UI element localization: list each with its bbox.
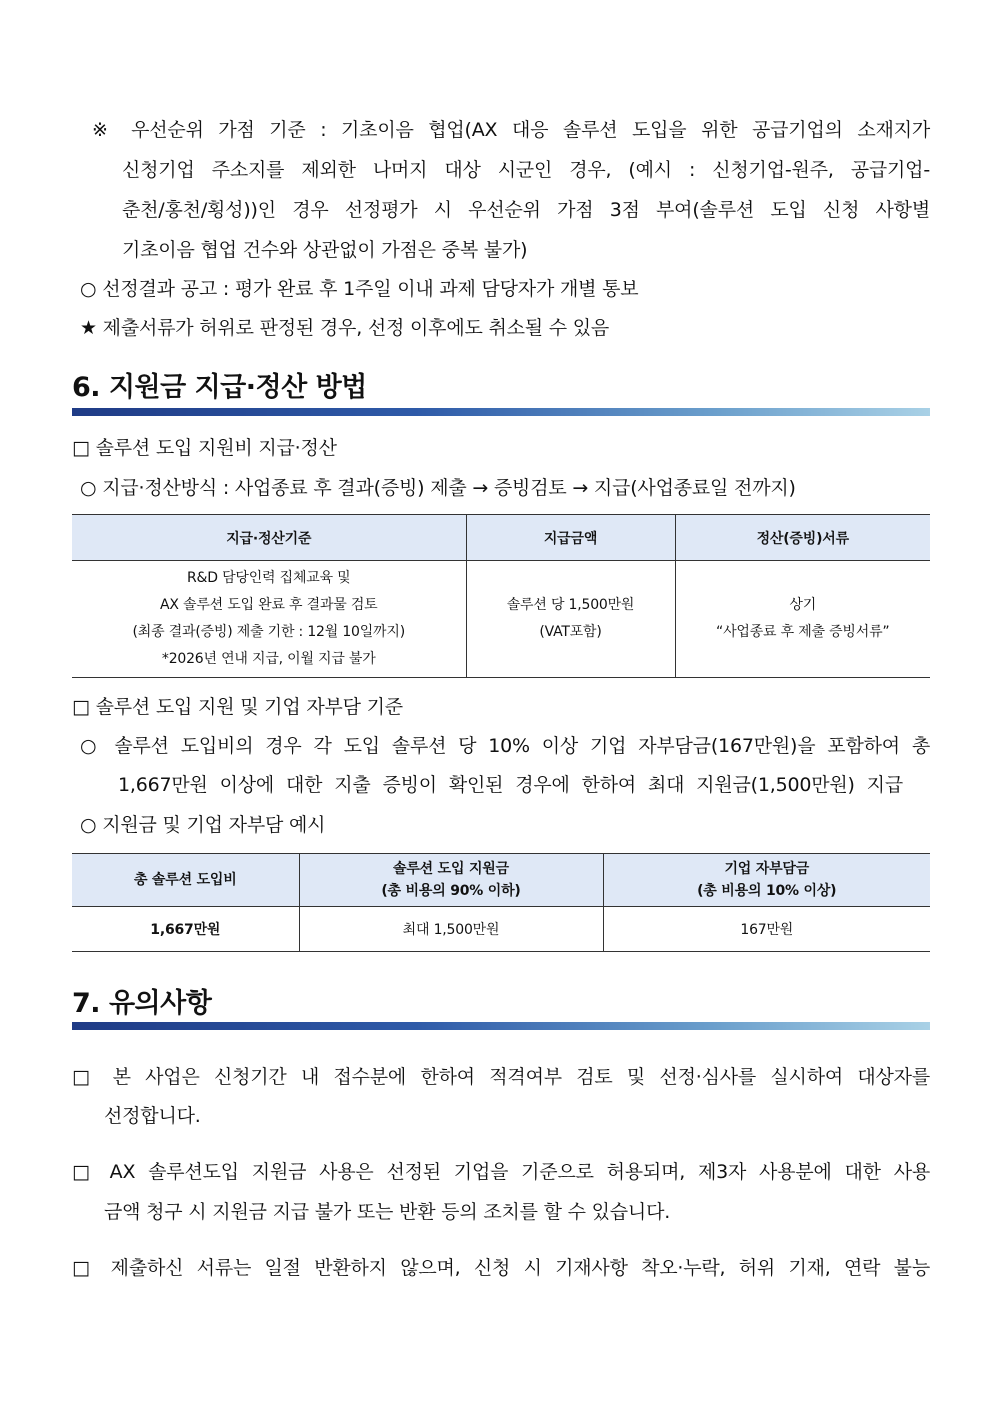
header-line: (총 비용의 90% 이하) [381, 883, 521, 899]
false-document-notice: ★ 제출서류가 허위로 판정된 경우, 선정 이후에도 취소될 수 있음 [80, 317, 610, 339]
notice-paragraph: □ 본 사업은 신청기간 내 접수분에 한하여 적격여부 검토 및 선정·심사를 실시하여 대상자를 [72, 1066, 930, 1088]
table-header: 지급·정산기준 [72, 515, 466, 561]
support-cell: 최대 1,500만원 [299, 907, 603, 952]
priority-note-line: 기초이음 협업 건수와 상관없이 가점은 중복 불가) [122, 239, 528, 261]
self-burden-cell: 167만원 [603, 907, 930, 952]
cell-line: AX 솔루션 도입 완료 후 결과물 검토 [160, 597, 378, 613]
header-line: 솔루션 도입 지원금 [393, 861, 509, 877]
cell-line: 솔루션 당 1,500만원 [506, 597, 635, 613]
table-header: 지급금액 [466, 515, 675, 561]
header-line: 기업 자부담금 [724, 861, 810, 877]
priority-note-line: ※ 우선순위 가점 기준 : 기초이음 협업(AX 대응 솔루션 도입을 위한 공급기업의 소재지가 [92, 119, 930, 141]
cell-line: *2026년 연내 지급, 이월 지급 불가 [161, 651, 376, 667]
priority-note-line: 신청기업 주소지를 제외한 나머지 대상 시군인 경우, (예시 : 신청기업-원주, 공급기업- [122, 159, 930, 181]
section-title: 6. 지원금 지급·정산 방법 [72, 372, 367, 403]
notice-paragraph: 선정합니다. [104, 1105, 201, 1127]
total-cost-cell: 1,667만원 [150, 922, 221, 938]
section-divider [72, 408, 930, 416]
table-row [72, 907, 930, 952]
section-divider [72, 1022, 930, 1030]
burden-description: ○ 솔루션 도입비의 경우 각 도입 솔루션 당 10% 이상 기업 자부담금(167만원)을 포함하여 총 [80, 735, 930, 757]
table-header [603, 854, 930, 907]
table-header [299, 854, 603, 907]
settlement-table [72, 514, 930, 678]
cell-line: “사업종료 후 제출 증빙서류” [716, 624, 890, 640]
cell-line: R&D 담당인력 집체교육 및 [187, 570, 351, 586]
subsection-heading: □ 솔루션 도입 지원비 지급·정산 [72, 437, 337, 459]
cell-line: (최종 결과(증빙) 제출 기한 : 12월 10일까지) [132, 624, 405, 640]
cell-line: (VAT포함) [539, 624, 602, 640]
subsection-heading: □ 솔루션 도입 지원 및 기업 자부담 기준 [72, 696, 403, 718]
burden-example-table [72, 853, 930, 952]
notice-paragraph: □ AX 솔루션도입 지원금 사용은 선정된 기업을 기준으로 허용되며, 제3자 사용분에 대한 사용 [72, 1161, 930, 1183]
notice-paragraph: 금액 청구 시 지원금 지급 불가 또는 반환 등의 조치를 할 수 있습니다. [104, 1201, 671, 1223]
section-title: 7. 유의사항 [72, 988, 212, 1019]
table-row [72, 561, 930, 678]
table-header: 총 솔루션 도입비 [72, 854, 299, 907]
documents-cell [675, 561, 930, 678]
notice-paragraph: □ 제출하신 서류는 일절 반환하지 않으며, 신청 시 기재사항 착오·누락, 허위 기재, 연락 불능 [72, 1257, 930, 1279]
priority-note-line: 춘천/홍천/횡성))인 경우 선정평가 시 우선순위 가점 3점 부여(솔루션 도입 신청 사항별 [122, 199, 930, 221]
burden-description: 1,667만원 이상에 대한 지출 증빙이 확인된 경우에 한하여 최대 지원금(1,500만원) 지급 [118, 774, 903, 796]
criteria-cell [72, 561, 466, 678]
table-header: 정산(증빙)서류 [675, 515, 930, 561]
cell-line: 상기 [789, 597, 817, 613]
amount-cell [466, 561, 675, 678]
example-label: ○ 지원금 및 기업 자부담 예시 [80, 814, 326, 836]
result-notice: ○ 선정결과 공고 : 평가 완료 후 1주일 이내 과제 담당자가 개별 통보 [80, 278, 639, 300]
header-line: (총 비용의 10% 이상) [697, 883, 837, 899]
settlement-method: ○ 지급·정산방식 : 사업종료 후 결과(증빙) 제출 → 증빙검토 → 지급(사업종료일 전까지) [80, 477, 796, 499]
